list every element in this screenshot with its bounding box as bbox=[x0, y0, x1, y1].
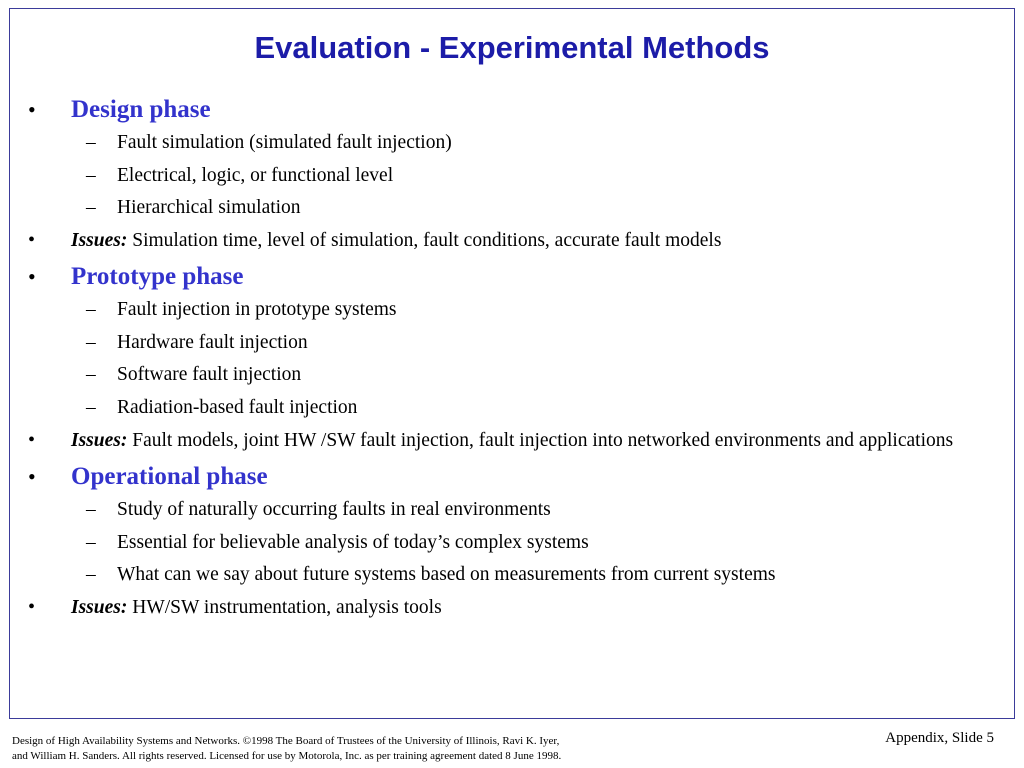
sub-item-text: Fault injection in prototype systems bbox=[117, 299, 397, 321]
sub-item bbox=[28, 392, 1000, 425]
slide-content bbox=[28, 93, 1000, 621]
bullet-icon: • bbox=[28, 595, 36, 618]
slide-title: Evaluation - Experimental Methods bbox=[254, 30, 770, 65]
sub-item-text: What can we say about future systems based on measurements from current systems bbox=[117, 564, 776, 586]
sub-item bbox=[28, 327, 1000, 360]
sub-item-text: Radiation-based fault injection bbox=[117, 397, 358, 419]
issues-body: Simulation time, level of simulation, fault conditions, accurate fault models bbox=[132, 229, 722, 251]
slide-number: Appendix, Slide 5 bbox=[885, 730, 994, 746]
issues-text bbox=[71, 227, 1000, 255]
sub-item-text: Electrical, logic, or functional level bbox=[117, 164, 394, 186]
bullet-icon: • bbox=[28, 264, 36, 290]
phase-row-design bbox=[28, 93, 1000, 127]
footer-line-1: Design of High Availability Systems and Networks. ©1998 The Board of Trustees of the University of Illinois, Ravi K. Iyer, bbox=[12, 735, 560, 747]
issues-label: Issues: bbox=[71, 229, 128, 251]
phase-row-operational bbox=[28, 460, 1000, 494]
bullet-icon: • bbox=[28, 228, 36, 251]
dash-icon: – bbox=[86, 331, 96, 353]
bullet-icon: • bbox=[28, 97, 36, 122]
issues-row-operational bbox=[28, 594, 1000, 622]
phase-heading-design: Design phase bbox=[71, 96, 211, 123]
footer-line-2: and William H. Sanders. All rights reserved. Licensed for use by Motorola, Inc. as per training agreement dated 8 June 1998. bbox=[12, 749, 562, 762]
sub-item-text: Essential for believable analysis of today’s complex systems bbox=[117, 531, 589, 553]
issues-label: Issues: bbox=[71, 429, 128, 451]
issues-row-prototype bbox=[28, 427, 1000, 455]
sub-item-text: Hierarchical simulation bbox=[117, 197, 301, 219]
sub-item bbox=[28, 294, 1000, 327]
issues-label: Issues: bbox=[71, 596, 128, 618]
sub-item bbox=[28, 192, 1000, 225]
sub-item bbox=[28, 127, 1000, 160]
issues-row-design bbox=[28, 227, 1000, 255]
sub-item bbox=[28, 359, 1000, 392]
bullet-icon: • bbox=[28, 428, 36, 451]
sub-item-text: Hardware fault injection bbox=[117, 331, 308, 353]
dash-icon: – bbox=[86, 299, 96, 321]
phase-row-prototype bbox=[28, 260, 1000, 294]
sub-item-text: Study of naturally occurring faults in real environments bbox=[117, 499, 551, 521]
issues-text bbox=[71, 594, 1000, 622]
sub-item bbox=[28, 527, 1000, 560]
issues-text bbox=[71, 427, 1000, 455]
dash-icon: – bbox=[86, 564, 96, 586]
footer-copyright bbox=[12, 734, 561, 763]
dash-icon: – bbox=[86, 364, 96, 386]
dash-icon: – bbox=[86, 397, 96, 419]
dash-icon: – bbox=[86, 164, 96, 186]
dash-icon: – bbox=[86, 132, 96, 153]
sub-item bbox=[28, 559, 1000, 592]
dash-icon: – bbox=[86, 499, 96, 521]
sub-item bbox=[28, 160, 1000, 193]
phase-heading-prototype: Prototype phase bbox=[71, 263, 244, 291]
dash-icon: – bbox=[86, 197, 96, 219]
issues-body: Fault models, joint HW /SW fault injection, fault injection into networked environments and applications bbox=[132, 429, 954, 451]
dash-icon: – bbox=[86, 531, 96, 553]
sub-item-text: Software fault injection bbox=[117, 364, 302, 386]
phase-heading-operational: Operational phase bbox=[71, 463, 268, 491]
sub-item bbox=[28, 494, 1000, 527]
issues-body: HW/SW instrumentation, analysis tools bbox=[132, 596, 442, 618]
sub-item-text: Fault simulation (simulated fault injection) bbox=[117, 132, 452, 153]
bullet-icon: • bbox=[28, 464, 36, 490]
